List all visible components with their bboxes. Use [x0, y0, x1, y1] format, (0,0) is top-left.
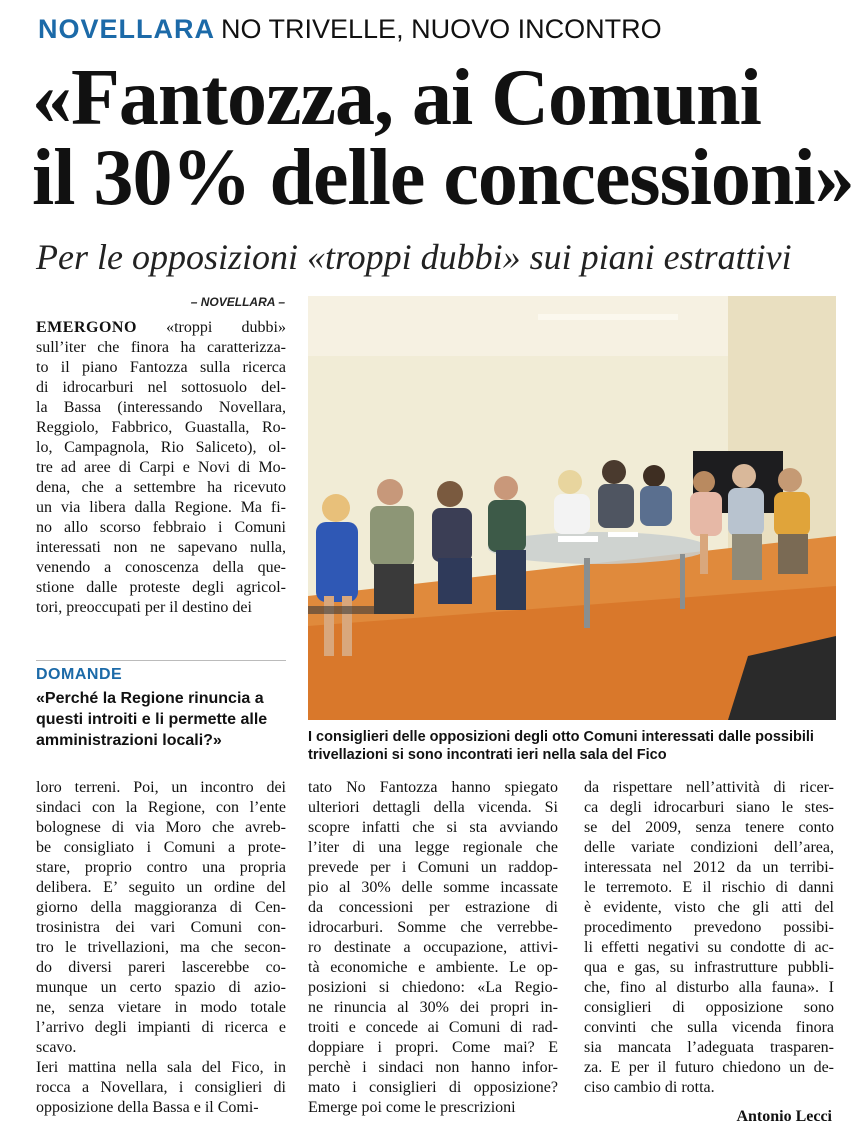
text-line: dena, che a settembre ha ricevuto: [36, 479, 286, 496]
questions-label: DOMANDE: [36, 666, 123, 683]
text-line: tori, preoccupati per il destino dei: [36, 599, 252, 616]
text-line: lo, Campagnola, Rio Saliceto), ol-: [36, 439, 286, 456]
text-line: ne rinuncia al 30% dei propri in-: [308, 999, 558, 1016]
article-column-4: [584, 778, 834, 1098]
text-line: ca degli idrocarburi siano le stes-: [584, 799, 834, 816]
text-line: giorno della maggioranza di Cen-: [36, 899, 286, 916]
text-line: [36, 318, 286, 338]
text-line: l’iter di una legge regionale che: [308, 839, 558, 856]
text-line: da rispettare nell’attività di ricer-: [584, 779, 834, 796]
text-line: rocca a Novellara, i consiglieri di: [36, 1079, 286, 1096]
text-line: ciso cambio di rotta.: [584, 1079, 715, 1096]
headline: [32, 54, 854, 222]
text-line: ro destinate a occupazione, attivi-: [308, 939, 558, 956]
text-line: trosinistra dei vari Comuni con-: [36, 919, 286, 936]
text-line: se del 2009, senza tenere conto: [584, 819, 834, 836]
headline-line-1: «Fantozza, ai Comuni: [32, 54, 761, 142]
text-line: mato i consiglieri di opposizione?: [308, 1079, 558, 1096]
text-line: è evidente, visto che gli atti del: [584, 899, 834, 916]
headline-line-2: il 30% delle concessioni»: [32, 134, 854, 222]
text-line: interessata nel 2012 da un terribi-: [584, 859, 834, 876]
text-line: bolognese di via Moro che avreb-: [36, 819, 286, 836]
questions-box: [36, 666, 286, 751]
article-column-2: [36, 778, 286, 1118]
text-line: to il piano Fantozza sulla ricerca: [36, 359, 286, 376]
text-line: perchè i sindaci non hanno infor-: [308, 1059, 558, 1076]
column-divider: [36, 660, 286, 661]
text-line: idrocarburi. Somme che verrebbe-: [308, 919, 558, 936]
subheadline: Per le opposizioni «troppi dubbi» sui piani estrattivi: [36, 237, 792, 277]
photo-caption: I consiglieri delle opposizioni degli otto Comuni interessati dalle possibili trivellazioni si sono incontrati ieri nella sala del Fico: [308, 729, 814, 763]
text-line: be consigliato i Comuni a prote-: [36, 839, 286, 856]
text-line: ulteriori dettagli della vicenda. Si: [308, 799, 558, 816]
byline: Antonio Lecci: [736, 1108, 832, 1125]
text-line: tà economiche e ambiente. Le op-: [308, 959, 558, 976]
text-line: un via libera dalla Regione. Ma fi-: [36, 499, 286, 516]
lead-line-rest: «troppi dubbi»: [166, 319, 286, 336]
text-line: scopre infatti che si sta avviando: [308, 819, 558, 836]
article-column-3: [308, 778, 558, 1118]
text-line: stare, proprio contro una propria: [36, 859, 286, 876]
text-line: di idrocarburi nel sottosuolo del-: [36, 379, 286, 396]
text-line: tre ad aree di Carpi e Novi di Mo-: [36, 459, 286, 476]
text-line: prevede per i Comuni un raddop-: [308, 859, 558, 876]
kicker-place: NOVELLARA: [38, 14, 215, 44]
lead-word: EMERGONO: [36, 319, 137, 336]
text-line: l’arrivo degli impianti di ricerca e: [36, 1019, 286, 1036]
section-kicker: [38, 14, 662, 45]
text-line: loro terreni. Poi, un incontro dei: [36, 779, 286, 796]
text-line: da concessioni per estrazione di: [308, 899, 558, 916]
text-line: tro le trivellazioni, ma che secon-: [36, 939, 286, 956]
text-line: sindaci con la Regione, con l’ente: [36, 799, 286, 816]
text-line: venendo a conoscenza della que-: [36, 559, 286, 576]
text-line: ne, senza vietare in modo totale: [36, 999, 286, 1016]
text-line: la Bassa (interessando Novellara,: [36, 399, 286, 416]
text-line: sia mancata l’adeguata trasparen-: [584, 1039, 834, 1056]
text-line: li effetti negativi su condotte di ac-: [584, 939, 834, 956]
text-line: delle variate condizioni dell’area,: [584, 839, 834, 856]
text-line: Ieri mattina nella sala del Fico, in: [36, 1059, 286, 1076]
text-line: no allo scorso febbraio i Comuni: [36, 519, 286, 536]
text-line: Reggiolo, Fabbrico, Guastalla, Ro-: [36, 419, 286, 436]
text-line: tato No Fantozza hanno spiegato: [308, 779, 558, 796]
text-line: pio al 30% delle somme incassate: [308, 879, 558, 896]
meeting-photo: [308, 296, 836, 720]
text-line: sull’iter che finora ha caratterizza-: [36, 339, 286, 356]
text-line: convinti che sulla vicenda finora: [584, 1019, 834, 1036]
text-line: doppiare i propri. Come mai? E: [308, 1039, 558, 1056]
text-line: consiglieri di opposizione sono: [584, 999, 834, 1016]
text-line: troiti e concede ai Comuni di rad-: [308, 1019, 558, 1036]
meeting-photo-illustration: [308, 296, 836, 720]
text-line: Emerge poi come le prescrizioni: [308, 1099, 516, 1116]
kicker-topic: NO TRIVELLE, NUOVO INCONTRO: [221, 14, 662, 44]
questions-text: «Perché la Regione rinuncia a questi introiti e li permette alle amministrazioni locali?»: [36, 690, 268, 749]
text-line: interessati non ne sapevano nulla,: [36, 539, 286, 556]
text-line: posizioni si chiedono: «La Regio-: [308, 979, 558, 996]
text-line: qua e gas, su infrastrutture pubbli-: [584, 959, 834, 976]
article-column-1: [36, 318, 286, 618]
text-line: delibera. E’ seguito un ordine del: [36, 879, 286, 896]
text-line: stione dalle proteste degli agricol-: [36, 579, 286, 596]
text-line: za. E per il futuro chiedono un de-: [584, 1059, 834, 1076]
text-line: opposizione della Bassa e il Comi-: [36, 1099, 259, 1116]
dateline: – NOVELLARA –: [190, 295, 285, 309]
text-line: che, fino al disturbo alla fauna». I: [584, 979, 834, 996]
text-line: procedimento prevedono possibi-: [584, 919, 834, 936]
text-line: scavo.: [36, 1039, 77, 1056]
text-line: le terremoto. E il rischio di danni: [584, 879, 834, 896]
text-line: munque un certo spazio di azio-: [36, 979, 286, 996]
text-line: do diversi pareri lascerebbe co-: [36, 959, 286, 976]
